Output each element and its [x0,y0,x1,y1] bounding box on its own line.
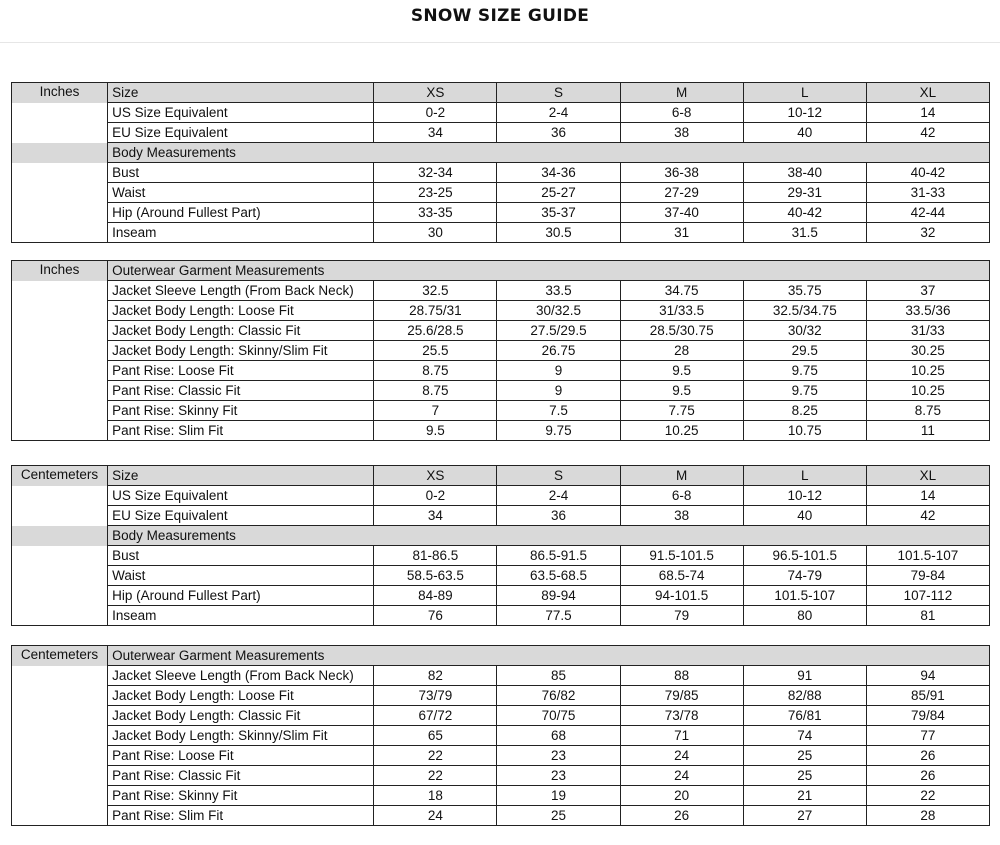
value-cell-xl: 37 [866,281,989,301]
value-cell-m: 79/85 [620,686,743,706]
value-cell-xl: 32 [866,223,989,243]
row-label: Jacket Body Length: Skinny/Slim Fit [108,341,374,361]
unit-cell [12,183,108,203]
value-cell-m: 6-8 [620,486,743,506]
row-label: Bust [108,546,374,566]
value-cell-l: 35.75 [743,281,866,301]
value-cell-xl: 10.25 [866,381,989,401]
unit-cell [12,361,108,381]
value-cell-xs: 81-86.5 [374,546,497,566]
value-cell-m: 68.5-74 [620,566,743,586]
row-label: Waist [108,566,374,586]
value-cell-xl: 11 [866,421,989,441]
value-cell-s: 34-36 [497,163,620,183]
row-label: Hip (Around Fullest Part) [108,586,374,606]
value-cell-m: 27-29 [620,183,743,203]
unit-cell [12,143,108,163]
value-cell-m: 34.75 [620,281,743,301]
unit-cell [12,486,108,506]
value-cell-xl: 33.5/36 [866,301,989,321]
row-label: Pant Rise: Classic Fit [108,766,374,786]
value-cell-m: 88 [620,666,743,686]
outerwear-measurement-row [12,806,990,826]
row-label: Pant Rise: Loose Fit [108,361,374,381]
outerwear-measurement-row [12,301,990,321]
value-cell-s: 30.5 [497,223,620,243]
value-cell-xs: 22 [374,766,497,786]
row-label: US Size Equivalent [108,103,374,123]
size-header-xs: XS [374,83,497,103]
value-cell-l: 30/32 [743,321,866,341]
value-cell-s: 76/82 [497,686,620,706]
value-cell-s: 68 [497,726,620,746]
value-cell-s: 19 [497,786,620,806]
outerwear-measurement-row [12,421,990,441]
unit-cell [12,163,108,183]
value-cell-xl: 40-42 [866,163,989,183]
value-cell-s: 85 [497,666,620,686]
value-cell-m: 38 [620,123,743,143]
value-cell-xs: 23-25 [374,183,497,203]
size-equivalent-row [12,103,990,123]
value-cell-m: 38 [620,506,743,526]
value-cell-l: 29-31 [743,183,866,203]
value-cell-xs: 58.5-63.5 [374,566,497,586]
value-cell-l: 9.75 [743,361,866,381]
body-measurements-heading-row [12,526,990,546]
title-divider [0,42,1000,43]
body-measurements-heading: Body Measurements [108,526,990,546]
unit-label: Centemeters [12,466,108,486]
value-cell-m: 26 [620,806,743,826]
cm-outerwear-table [11,645,990,826]
value-cell-xl: 107-112 [866,586,989,606]
inches-outerwear-table [11,260,990,441]
value-cell-s: 2-4 [497,103,620,123]
value-cell-xs: 67/72 [374,706,497,726]
size-equivalent-row [12,123,990,143]
row-label: Jacket Body Length: Classic Fit [108,706,374,726]
outerwear-measurement-row [12,361,990,381]
inches-body-table [11,82,990,243]
value-cell-l: 10.75 [743,421,866,441]
value-cell-s: 27.5/29.5 [497,321,620,341]
outerwear-measurement-row [12,766,990,786]
value-cell-xl: 79/84 [866,706,989,726]
value-cell-s: 23 [497,766,620,786]
body-measurement-row [12,183,990,203]
value-cell-xs: 34 [374,506,497,526]
value-cell-l: 74 [743,726,866,746]
value-cell-xs: 25.5 [374,341,497,361]
value-cell-l: 9.75 [743,381,866,401]
value-cell-m: 94-101.5 [620,586,743,606]
value-cell-xl: 26 [866,766,989,786]
value-cell-l: 25 [743,766,866,786]
value-cell-xs: 76 [374,606,497,626]
value-cell-xs: 18 [374,786,497,806]
outerwear-heading-row [12,646,990,666]
value-cell-l: 8.25 [743,401,866,421]
body-measurement-row [12,163,990,183]
outerwear-heading-row [12,261,990,281]
unit-cell [12,103,108,123]
value-cell-xl: 14 [866,486,989,506]
unit-cell [12,123,108,143]
value-cell-s: 2-4 [497,486,620,506]
value-cell-m: 28 [620,341,743,361]
value-cell-l: 101.5-107 [743,586,866,606]
value-cell-xs: 8.75 [374,361,497,381]
row-label: US Size Equivalent [108,486,374,506]
value-cell-s: 89-94 [497,586,620,606]
row-label: EU Size Equivalent [108,506,374,526]
unit-cell [12,706,108,726]
value-cell-xs: 32.5 [374,281,497,301]
value-cell-s: 35-37 [497,203,620,223]
row-label: Inseam [108,223,374,243]
value-cell-xs: 65 [374,726,497,746]
value-cell-m: 31 [620,223,743,243]
value-cell-s: 25-27 [497,183,620,203]
value-cell-xs: 0-2 [374,486,497,506]
value-cell-xl: 42 [866,123,989,143]
value-cell-l: 91 [743,666,866,686]
unit-cell [12,203,108,223]
value-cell-xl: 31-33 [866,183,989,203]
value-cell-m: 7.75 [620,401,743,421]
outerwear-measurement-row [12,786,990,806]
unit-cell [12,421,108,441]
size-header-s: S [497,466,620,486]
size-header-xl: XL [866,466,989,486]
row-label: Pant Rise: Loose Fit [108,746,374,766]
value-cell-m: 36-38 [620,163,743,183]
value-cell-xs: 84-89 [374,586,497,606]
value-cell-xs: 25.6/28.5 [374,321,497,341]
outerwear-measurement-row [12,401,990,421]
value-cell-xs: 9.5 [374,421,497,441]
row-label: Jacket Sleeve Length (From Back Neck) [108,666,374,686]
value-cell-xs: 28.75/31 [374,301,497,321]
value-cell-xl: 8.75 [866,401,989,421]
value-cell-l: 40 [743,123,866,143]
value-cell-xs: 34 [374,123,497,143]
value-cell-xl: 42-44 [866,203,989,223]
size-header-xs: XS [374,466,497,486]
size-label: Size [108,83,374,103]
size-label: Size [108,466,374,486]
value-cell-l: 96.5-101.5 [743,546,866,566]
value-cell-xs: 24 [374,806,497,826]
value-cell-l: 74-79 [743,566,866,586]
value-cell-xl: 30.25 [866,341,989,361]
value-cell-xl: 10.25 [866,361,989,381]
body-measurement-row [12,203,990,223]
value-cell-xs: 7 [374,401,497,421]
row-label: Jacket Sleeve Length (From Back Neck) [108,281,374,301]
outerwear-measurement-row [12,706,990,726]
row-label: Jacket Body Length: Loose Fit [108,686,374,706]
value-cell-xl: 31/33 [866,321,989,341]
unit-cell [12,606,108,626]
value-cell-s: 36 [497,123,620,143]
value-cell-l: 40 [743,506,866,526]
value-cell-xl: 77 [866,726,989,746]
size-header-m: M [620,466,743,486]
value-cell-l: 10-12 [743,103,866,123]
size-header-s: S [497,83,620,103]
row-label: Jacket Body Length: Skinny/Slim Fit [108,726,374,746]
unit-cell [12,666,108,686]
value-cell-m: 10.25 [620,421,743,441]
unit-cell [12,526,108,546]
body-measurement-row [12,586,990,606]
row-label: Jacket Body Length: Loose Fit [108,301,374,321]
size-header-row [12,466,990,486]
unit-cell [12,281,108,301]
value-cell-m: 9.5 [620,381,743,401]
row-label: Pant Rise: Slim Fit [108,421,374,441]
value-cell-l: 27 [743,806,866,826]
value-cell-l: 25 [743,746,866,766]
unit-label: Inches [12,261,108,281]
unit-cell [12,301,108,321]
value-cell-m: 20 [620,786,743,806]
value-cell-xl: 28 [866,806,989,826]
outerwear-measurement-row [12,686,990,706]
unit-cell [12,766,108,786]
value-cell-xs: 30 [374,223,497,243]
value-cell-m: 79 [620,606,743,626]
page-title: SNOW SIZE GUIDE [410,6,590,26]
value-cell-s: 7.5 [497,401,620,421]
body-measurement-row [12,546,990,566]
body-measurements-heading-row [12,143,990,163]
value-cell-xs: 73/79 [374,686,497,706]
size-header-row [12,83,990,103]
body-measurement-row [12,566,990,586]
value-cell-m: 71 [620,726,743,746]
value-cell-l: 80 [743,606,866,626]
value-cell-l: 31.5 [743,223,866,243]
unit-cell [12,223,108,243]
value-cell-xs: 22 [374,746,497,766]
unit-cell [12,586,108,606]
unit-cell [12,566,108,586]
row-label: Jacket Body Length: Classic Fit [108,321,374,341]
value-cell-s: 25 [497,806,620,826]
value-cell-xs: 82 [374,666,497,686]
outerwear-heading: Outerwear Garment Measurements [108,261,990,281]
value-cell-s: 9 [497,381,620,401]
unit-cell [12,381,108,401]
value-cell-s: 26.75 [497,341,620,361]
row-label: Pant Rise: Skinny Fit [108,401,374,421]
outerwear-measurement-row [12,666,990,686]
size-header-l: L [743,466,866,486]
value-cell-xs: 33-35 [374,203,497,223]
outerwear-measurement-row [12,381,990,401]
cm-body-table [11,465,990,626]
value-cell-l: 32.5/34.75 [743,301,866,321]
value-cell-l: 40-42 [743,203,866,223]
body-measurement-row [12,606,990,626]
size-header-xl: XL [866,83,989,103]
size-equivalent-row [12,486,990,506]
value-cell-m: 24 [620,766,743,786]
size-header-m: M [620,83,743,103]
value-cell-s: 9 [497,361,620,381]
value-cell-s: 23 [497,746,620,766]
outerwear-measurement-row [12,321,990,341]
outerwear-measurement-row [12,746,990,766]
value-cell-m: 24 [620,746,743,766]
value-cell-xs: 32-34 [374,163,497,183]
outerwear-heading: Outerwear Garment Measurements [108,646,990,666]
value-cell-l: 76/81 [743,706,866,726]
value-cell-m: 28.5/30.75 [620,321,743,341]
unit-cell [12,686,108,706]
value-cell-xl: 81 [866,606,989,626]
value-cell-m: 37-40 [620,203,743,223]
value-cell-xs: 8.75 [374,381,497,401]
value-cell-m: 91.5-101.5 [620,546,743,566]
value-cell-s: 33.5 [497,281,620,301]
value-cell-l: 82/88 [743,686,866,706]
unit-cell [12,806,108,826]
unit-cell [12,341,108,361]
row-label: Bust [108,163,374,183]
value-cell-xl: 42 [866,506,989,526]
value-cell-l: 29.5 [743,341,866,361]
value-cell-s: 77.5 [497,606,620,626]
outerwear-measurement-row [12,281,990,301]
value-cell-xl: 101.5-107 [866,546,989,566]
unit-label: Inches [12,83,108,103]
outerwear-measurement-row [12,341,990,361]
value-cell-m: 31/33.5 [620,301,743,321]
value-cell-s: 36 [497,506,620,526]
unit-cell [12,546,108,566]
unit-cell [12,506,108,526]
unit-cell [12,726,108,746]
value-cell-xl: 79-84 [866,566,989,586]
unit-cell [12,786,108,806]
value-cell-m: 6-8 [620,103,743,123]
size-equivalent-row [12,506,990,526]
unit-label: Centemeters [12,646,108,666]
value-cell-xs: 0-2 [374,103,497,123]
unit-cell [12,321,108,341]
value-cell-xl: 85/91 [866,686,989,706]
value-cell-l: 38-40 [743,163,866,183]
value-cell-l: 10-12 [743,486,866,506]
value-cell-xl: 14 [866,103,989,123]
value-cell-s: 9.75 [497,421,620,441]
body-measurements-heading: Body Measurements [108,143,990,163]
row-label: EU Size Equivalent [108,123,374,143]
body-measurement-row [12,223,990,243]
outerwear-measurement-row [12,726,990,746]
row-label: Hip (Around Fullest Part) [108,203,374,223]
size-header-l: L [743,83,866,103]
row-label: Pant Rise: Classic Fit [108,381,374,401]
value-cell-s: 63.5-68.5 [497,566,620,586]
value-cell-xl: 22 [866,786,989,806]
row-label: Pant Rise: Slim Fit [108,806,374,826]
row-label: Waist [108,183,374,203]
value-cell-s: 70/75 [497,706,620,726]
unit-cell [12,746,108,766]
value-cell-m: 73/78 [620,706,743,726]
row-label: Inseam [108,606,374,626]
value-cell-s: 86.5-91.5 [497,546,620,566]
value-cell-xl: 26 [866,746,989,766]
unit-cell [12,401,108,421]
value-cell-m: 9.5 [620,361,743,381]
value-cell-xl: 94 [866,666,989,686]
value-cell-l: 21 [743,786,866,806]
row-label: Pant Rise: Skinny Fit [108,786,374,806]
value-cell-s: 30/32.5 [497,301,620,321]
